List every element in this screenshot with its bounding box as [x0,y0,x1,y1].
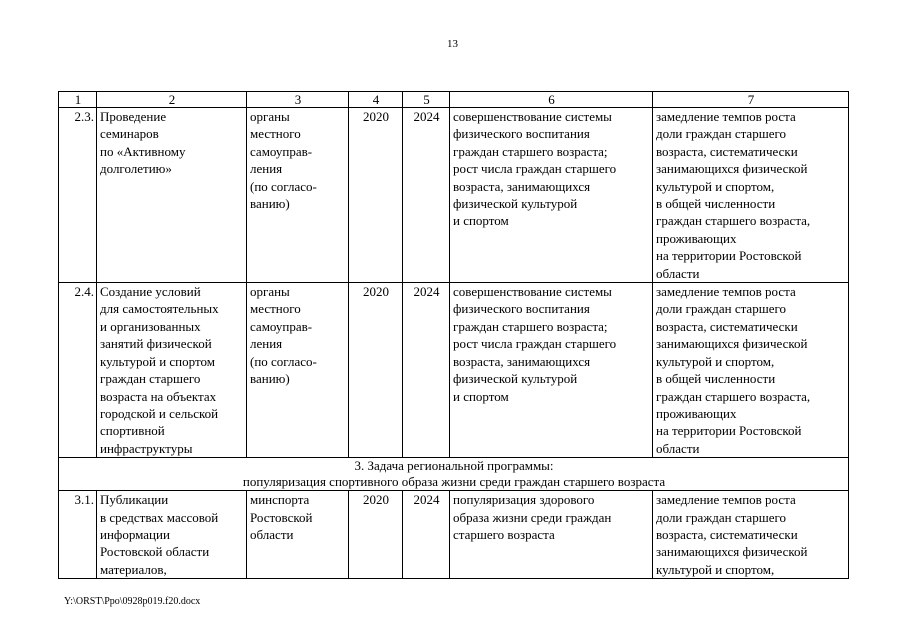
executor-line: органы [250,284,290,300]
consequences-line: в общей численности [656,371,776,387]
header-cell: 4 [349,92,403,108]
executor-line: ления [250,336,283,352]
expected-result-line: граждан старшего возраста; [453,143,608,159]
measures-table [58,91,849,579]
executor-line: ванию) [250,371,290,387]
consequences-line: в общей численности [656,196,776,212]
executor-line: минспорта [250,492,310,508]
measure-name [97,283,247,458]
measure-name-line: по «Активному [100,143,186,159]
footer-file-path: Y:\ORST\Ppo\0928p019.f20.docx [64,596,201,607]
consequences-line: доли граждан старшего [656,301,786,317]
measure-name-line: спортивной [100,423,165,439]
executor [247,491,349,579]
consequences-line: культурой и спортом, [656,561,775,577]
end-year: 2024 [403,108,450,283]
expected-result-line: граждан старшего возраста; [453,318,608,334]
consequences-line: области [656,440,700,456]
executor-line: органы [250,109,290,124]
section-title-line: популяризация спортивного образа жизни среди граждан старшего возраста [242,474,666,490]
header-cell: 2 [97,92,247,108]
executor-line: ления [250,161,283,177]
section-row [59,458,849,491]
measure-name-line: информации [100,526,170,542]
consequences-line: доли граждан старшего [656,126,786,142]
measure-name [97,108,247,283]
executor-line: ванию) [250,196,290,212]
header-cell: 5 [403,92,450,108]
executor-line: местного [250,301,301,317]
measure-name-line: возраста на объектах [100,388,217,404]
expected-result-line: физической культурой [453,196,578,212]
consequences-line: культурой и спортом, [656,353,775,369]
consequences-line: возраста, систематически [656,143,798,159]
executor-line: области [250,526,294,542]
section-title-line: 3. Задача региональной программы: [354,458,554,474]
expected-result-line: возраста, занимающихся [453,178,591,194]
measure-name-line: Создание условий [100,284,201,300]
expected-result [450,283,653,458]
measure-name-line: семинаров [100,126,159,142]
measure-name-line: в средствах массовой [100,509,219,525]
expected-result-line: физического воспитания [453,301,590,317]
header-cell: 3 [247,92,349,108]
consequences-line: на территории Ростовской [656,423,802,439]
table-row [59,491,849,579]
measure-name-line: Ростовской области [100,544,210,560]
consequences-line: граждан старшего возраста, [656,213,811,229]
measure-name-line: инфраструктуры [100,440,193,456]
measure-name-line: материалов, [100,561,167,577]
end-year: 2024 [403,283,450,458]
executor-line: самоуправ- [250,318,313,334]
consequences-line: граждан старшего возраста, [656,388,811,404]
executor-line: самоуправ- [250,143,313,159]
consequences-line: проживающих [656,230,737,246]
start-year: 2020 [349,491,403,579]
page-number: 13 [447,38,458,50]
consequences-line: возраста, систематически [656,526,798,542]
expected-result-line: старшего возраста [453,526,555,542]
section-title [59,458,849,491]
measure-name-line: культурой и спортом [100,353,215,369]
expected-result-line: рост числа граждан старшего [453,336,617,352]
measure-name-line: Проведение [100,109,167,124]
expected-result-line: и спортом [453,388,509,404]
expected-result-line: совершенствование системы [453,284,612,300]
consequences-line: на территории Ростовской [656,248,802,264]
expected-result-line: совершенствование системы [453,109,612,124]
row-number: 3.1. [59,491,97,579]
consequences [653,108,849,283]
executor [247,108,349,283]
table-body [59,92,849,579]
header-cell: 1 [59,92,97,108]
measure-name-line: городской и сельской [100,405,219,421]
measure-name-line: для самостоятельных [100,301,219,317]
expected-result-line: популяризация здорового [453,492,595,508]
consequences-line: замедление темпов роста [656,492,796,508]
start-year: 2020 [349,108,403,283]
end-year: 2024 [403,491,450,579]
measure-name-line: граждан старшего [100,371,201,387]
expected-result [450,491,653,579]
consequences-line: возраста, систематически [656,318,798,334]
consequences-line: области [656,265,700,281]
consequences-line: занимающихся физической [656,161,808,177]
consequences-line: замедление темпов роста [656,284,796,300]
start-year: 2020 [349,283,403,458]
executor [247,283,349,458]
measure-name-line: и организованных [100,318,201,334]
consequences-line: занимающихся физической [656,336,808,352]
header-row [59,92,849,108]
expected-result-line: возраста, занимающихся [453,353,591,369]
table-row [59,283,849,458]
measure-name-line: Публикации [100,492,169,508]
executor-line: местного [250,126,301,142]
expected-result-line: образа жизни среди граждан [453,509,612,525]
row-number: 2.4. [59,283,97,458]
executor-line: (по согласо- [250,178,317,194]
table-row [59,108,849,283]
measure-name [97,491,247,579]
header-cell: 6 [450,92,653,108]
consequences-line: занимающихся физической [656,544,808,560]
consequences-line: доли граждан старшего [656,509,786,525]
row-number: 2.3. [59,108,97,283]
consequences [653,491,849,579]
expected-result [450,108,653,283]
measure-name-line: занятий физической [100,336,212,352]
consequences [653,283,849,458]
executor-line: (по согласо- [250,353,317,369]
consequences-line: культурой и спортом, [656,178,775,194]
expected-result-line: физической культурой [453,371,578,387]
expected-result-line: рост числа граждан старшего [453,161,617,177]
header-cell: 7 [653,92,849,108]
consequences-line: проживающих [656,405,737,421]
expected-result-line: физического воспитания [453,126,590,142]
consequences-line: замедление темпов роста [656,109,796,124]
expected-result-line: и спортом [453,213,509,229]
executor-line: Ростовской [250,509,313,525]
measure-name-line: долголетию» [100,161,172,177]
